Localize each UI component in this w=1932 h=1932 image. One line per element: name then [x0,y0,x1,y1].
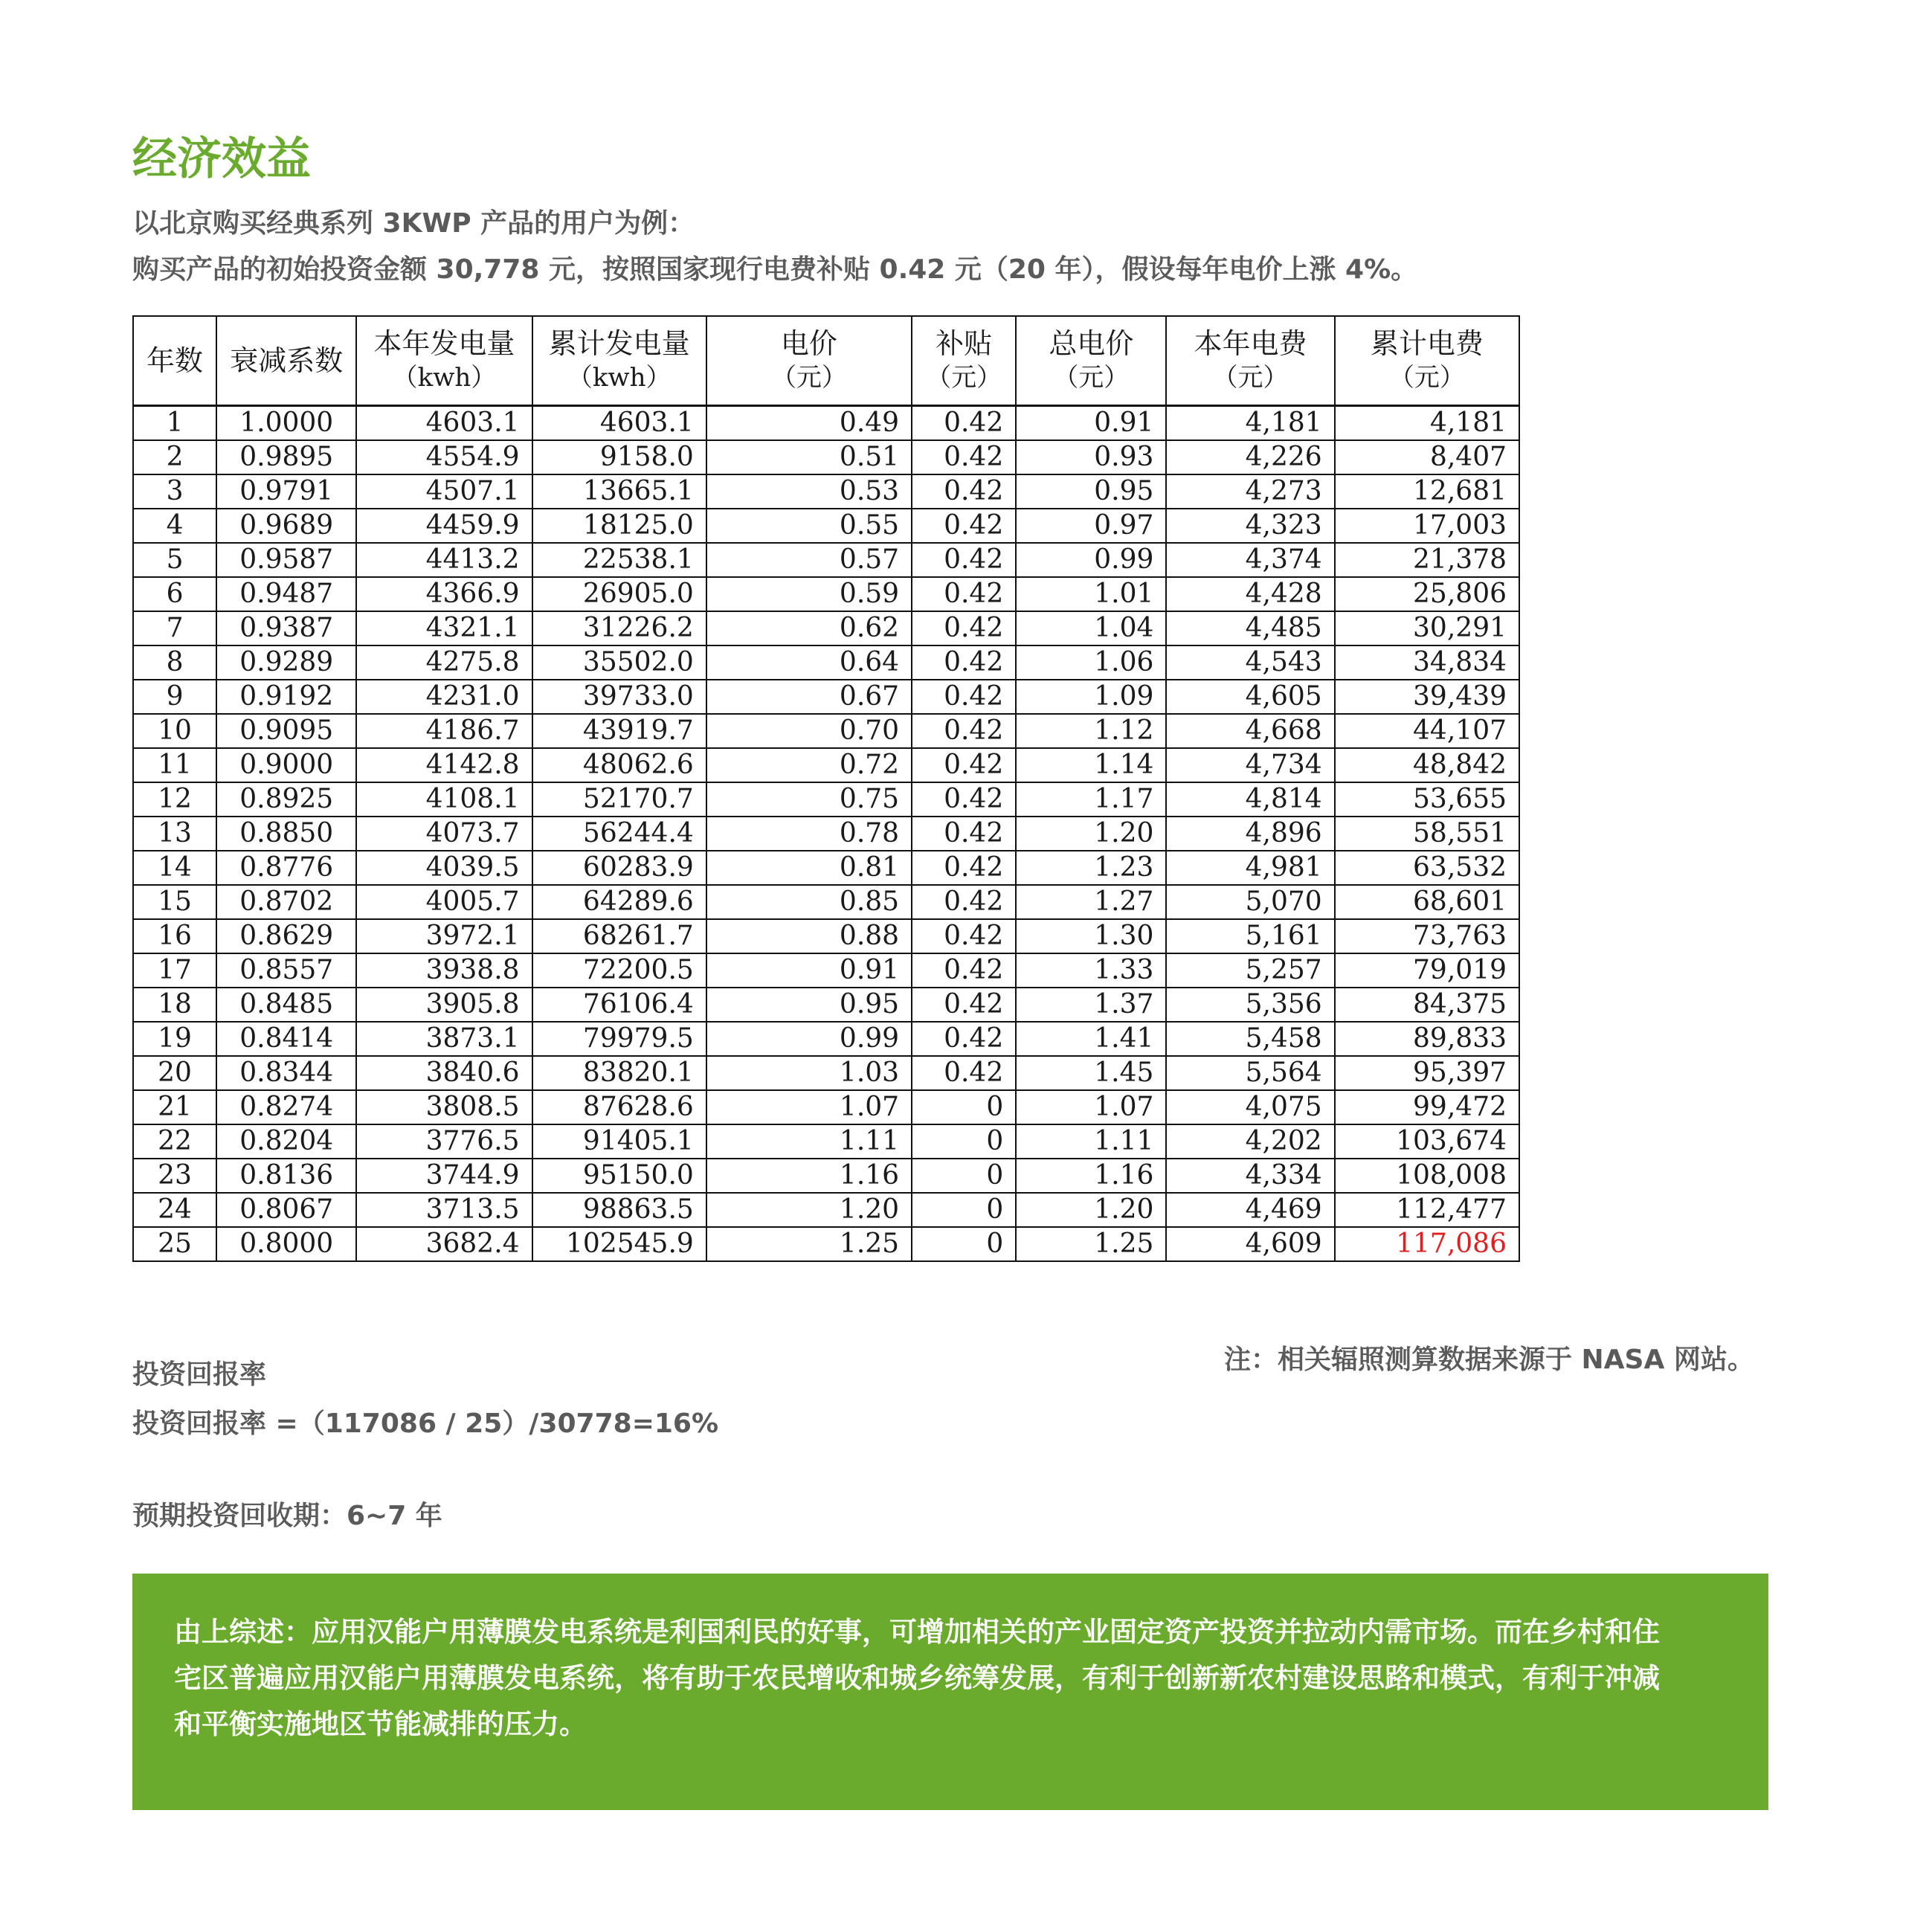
table-cell: 9 [133,680,216,714]
table-cell: 68261.7 [532,919,706,953]
table-cell: 4,734 [1166,748,1334,782]
table-cell: 0.99 [1016,543,1166,577]
table-cell: 7 [133,611,216,645]
table-cell: 4,543 [1166,645,1334,680]
table-cell: 21,378 [1335,543,1519,577]
table-row [133,1056,1519,1090]
table-cell: 52170.7 [532,782,706,817]
table-cell: 0.42 [912,474,1016,509]
table-cell: 0.59 [706,577,912,611]
table-cell: 0.42 [912,748,1016,782]
table-cell: 0.53 [706,474,912,509]
table-cell: 44,107 [1335,714,1519,748]
table-cell: 13665.1 [532,474,706,509]
table-cell: 0.81 [706,851,912,885]
column-header [356,316,532,406]
column-header [532,316,706,406]
table-cell: 1.20 [1016,817,1166,851]
table-cell: 4413.2 [356,543,532,577]
table-cell: 1.20 [1016,1193,1166,1227]
table-cell: 1.27 [1016,885,1166,919]
table-cell: 83820.1 [532,1056,706,1090]
table-cell: 0 [912,1159,1016,1193]
table-cell: 1.09 [1016,680,1166,714]
table-cell: 0.9000 [216,748,356,782]
table-cell: 5,257 [1166,953,1334,988]
table-cell: 0.42 [912,1056,1016,1090]
intro-line-1: 以北京购买经典系列 3KWP 产品的用户为例： [132,208,695,239]
table-cell: 76106.4 [532,988,706,1022]
table-cell: 0.88 [706,919,912,953]
table-row [133,885,1519,919]
table-cell: 4275.8 [356,645,532,680]
table-cell: 1.16 [706,1159,912,1193]
table-cell: 0.42 [912,440,1016,474]
table-cell: 4,202 [1166,1124,1334,1159]
table-cell: 1.07 [706,1090,912,1124]
table-row [133,543,1519,577]
table-cell: 5,564 [1166,1056,1334,1090]
column-header-unit: （元） [1388,363,1465,393]
table-cell: 4,323 [1166,509,1334,543]
table-header-row [133,316,1519,406]
table-cell: 0.99 [706,1022,912,1056]
table-row [133,406,1519,441]
table-cell: 0.9192 [216,680,356,714]
column-header-label: 本年发电量 [373,327,515,360]
table-cell: 17,003 [1335,509,1519,543]
column-header [1016,316,1166,406]
table-cell: 4,226 [1166,440,1334,474]
table-cell: 84,375 [1335,988,1519,1022]
table-row [133,1159,1519,1193]
table-cell: 103,674 [1335,1124,1519,1159]
table-cell: 4039.5 [356,851,532,885]
table-cell: 0.8344 [216,1056,356,1090]
table-cell: 4 [133,509,216,543]
summary-line-2: 宅区普遍应用汉能户用薄膜发电系统，将有助于农民增收和城乡统筹发展，有利于创新新农村建设思路和模式，有利于冲减 [174,1662,1660,1694]
table-cell: 30,291 [1335,611,1519,645]
table-row [133,1124,1519,1159]
table-cell: 4186.7 [356,714,532,748]
column-header [706,316,912,406]
table-cell: 48062.6 [532,748,706,782]
table-cell: 1.17 [1016,782,1166,817]
table-cell: 39,439 [1335,680,1519,714]
table-cell: 3776.5 [356,1124,532,1159]
table-cell: 0 [912,1227,1016,1261]
table-cell: 0.42 [912,645,1016,680]
table-cell: 0.8629 [216,919,356,953]
column-header [912,316,1016,406]
table-cell: 0.9689 [216,509,356,543]
table-cell: 4603.1 [356,406,532,441]
table-cell: 0.72 [706,748,912,782]
table-row [133,474,1519,509]
table-cell: 0.75 [706,782,912,817]
table-cell: 8 [133,645,216,680]
table-cell: 21 [133,1090,216,1124]
table-cell: 4108.1 [356,782,532,817]
table-cell: 14 [133,851,216,885]
table-cell: 31226.2 [532,611,706,645]
table-cell: 63,532 [1335,851,1519,885]
table-cell: 0.62 [706,611,912,645]
table-cell: 1.12 [1016,714,1166,748]
table-cell: 4,469 [1166,1193,1334,1227]
table-cell: 0.9095 [216,714,356,748]
table-cell: 64289.6 [532,885,706,919]
table-row [133,1022,1519,1056]
table-row [133,817,1519,851]
table-cell: 72200.5 [532,953,706,988]
table-cell: 1.11 [1016,1124,1166,1159]
table-cell: 17 [133,953,216,988]
table-cell: 0.91 [1016,406,1166,441]
table-cell: 25,806 [1335,577,1519,611]
table-cell: 1.37 [1016,988,1166,1022]
table-cell: 5 [133,543,216,577]
table-cell: 0.95 [1016,474,1166,509]
table-cell: 0.8000 [216,1227,356,1261]
column-header-unit: （元） [770,363,847,393]
table-cell: 4603.1 [532,406,706,441]
table-cell: 112,477 [1335,1193,1519,1227]
table-cell: 4,334 [1166,1159,1334,1193]
table-row [133,680,1519,714]
table-cell: 73,763 [1335,919,1519,953]
table-cell: 0.95 [706,988,912,1022]
table-row [133,953,1519,988]
table-cell: 3682.4 [356,1227,532,1261]
table-cell: 1.07 [1016,1090,1166,1124]
table-cell: 0.42 [912,851,1016,885]
table-cell: 0.8702 [216,885,356,919]
table-cell: 10 [133,714,216,748]
table-cell: 1.20 [706,1193,912,1227]
column-header-label: 本年电费 [1194,327,1307,360]
table-cell: 0 [912,1124,1016,1159]
table-cell: 0.8414 [216,1022,356,1056]
table-cell: 1.30 [1016,919,1166,953]
table-cell: 4,609 [1166,1227,1334,1261]
table-cell: 98863.5 [532,1193,706,1227]
table-cell: 4,428 [1166,577,1334,611]
table-cell: 0.8776 [216,851,356,885]
table-cell: 0.8136 [216,1159,356,1193]
table-cell: 0.42 [912,714,1016,748]
table-cell: 1.16 [1016,1159,1166,1193]
table-row [133,748,1519,782]
column-header-unit: （元） [926,363,1002,393]
table-cell: 4142.8 [356,748,532,782]
table-cell: 4,181 [1166,406,1334,441]
table-cell: 1.11 [706,1124,912,1159]
table-cell: 0.42 [912,611,1016,645]
table-cell: 1.0000 [216,406,356,441]
table-cell: 0.42 [912,817,1016,851]
table-cell: 56244.4 [532,817,706,851]
table-cell: 0.55 [706,509,912,543]
table-cell: 5,161 [1166,919,1334,953]
table-cell: 0.42 [912,577,1016,611]
table-cell: 0.42 [912,406,1016,441]
table-cell: 108,008 [1335,1159,1519,1193]
table-cell: 35502.0 [532,645,706,680]
table-cell: 1.33 [1016,953,1166,988]
table-row [133,714,1519,748]
table-cell: 1.01 [1016,577,1166,611]
table-cell: 99,472 [1335,1090,1519,1124]
summary-line-1: 由上综述：应用汉能户用薄膜发电系统是利国利民的好事，可增加相关的产业固定资产投资并拉动内需市场。而在乡村和住 [174,1616,1660,1648]
column-header [1335,316,1519,406]
table-cell: 19 [133,1022,216,1056]
table-cell: 4231.0 [356,680,532,714]
table-cell: 4005.7 [356,885,532,919]
table-cell: 12 [133,782,216,817]
table-cell: 3873.1 [356,1022,532,1056]
table-cell: 53,655 [1335,782,1519,817]
table-cell: 0.85 [706,885,912,919]
table-cell: 0.8485 [216,988,356,1022]
table-cell: 0.9895 [216,440,356,474]
column-header-unit: （kwh） [567,363,672,393]
table-cell: 3938.8 [356,953,532,988]
table-cell: 4459.9 [356,509,532,543]
table-cell: 0.8557 [216,953,356,988]
summary-box [132,1574,1768,1810]
table-cell: 117,086 [1335,1227,1519,1261]
table-cell: 0.42 [912,509,1016,543]
table-row [133,509,1519,543]
table-cell: 0.42 [912,1022,1016,1056]
table-row [133,919,1519,953]
table-cell: 0.97 [1016,509,1166,543]
table-row [133,988,1519,1022]
table-cell: 0.42 [912,680,1016,714]
table-row [133,1227,1519,1261]
table-cell: 0.70 [706,714,912,748]
table-cell: 4,668 [1166,714,1334,748]
table-cell: 4,981 [1166,851,1334,885]
column-header-label: 衰减系数 [230,344,344,377]
table-cell: 0.42 [912,782,1016,817]
column-header-unit: （kwh） [392,363,497,393]
column-header-label: 电价 [780,327,837,360]
table-cell: 20 [133,1056,216,1090]
intro-line-2: 购买产品的初始投资金额 30,778 元，按照国家现行电费补贴 0.42 元（20 年），假设每年电价上涨 4%。 [132,254,1418,285]
table-cell: 22538.1 [532,543,706,577]
table-cell: 1.23 [1016,851,1166,885]
table-cell: 87628.6 [532,1090,706,1124]
table-cell: 4,814 [1166,782,1334,817]
economic-benefit-table [132,315,1520,1262]
column-header-unit: （元） [1053,363,1130,393]
table-cell: 39733.0 [532,680,706,714]
table-cell: 0.9387 [216,611,356,645]
table-cell: 4,485 [1166,611,1334,645]
table-cell: 1.25 [706,1227,912,1261]
table-cell: 0.9289 [216,645,356,680]
table-cell: 58,551 [1335,817,1519,851]
table-cell: 18 [133,988,216,1022]
table-cell: 1.45 [1016,1056,1166,1090]
table-cell: 3744.9 [356,1159,532,1193]
table-cell: 0.9791 [216,474,356,509]
table-row [133,645,1519,680]
table-cell: 1 [133,406,216,441]
table-cell: 95150.0 [532,1159,706,1193]
table-cell: 4,181 [1335,406,1519,441]
table-cell: 95,397 [1335,1056,1519,1090]
table-row [133,440,1519,474]
table-row [133,1193,1519,1227]
payback-period: 预期投资回收期：6~7 年 [132,1501,442,1531]
table-cell: 3 [133,474,216,509]
table-cell: 0.49 [706,406,912,441]
table-cell: 18125.0 [532,509,706,543]
table-cell: 0.42 [912,919,1016,953]
table-cell: 34,834 [1335,645,1519,680]
table-cell: 4,605 [1166,680,1334,714]
table-cell: 8,407 [1335,440,1519,474]
column-header-label: 累计发电量 [548,327,690,360]
table-cell: 91405.1 [532,1124,706,1159]
table-cell: 25 [133,1227,216,1261]
table-cell: 1.03 [706,1056,912,1090]
table-cell: 48,842 [1335,748,1519,782]
table-cell: 1.14 [1016,748,1166,782]
table-cell: 0.8067 [216,1193,356,1227]
roi-heading: 投资回报率 [132,1359,267,1390]
table-cell: 26905.0 [532,577,706,611]
table-cell: 22 [133,1124,216,1159]
column-header-label: 年数 [146,344,204,377]
table-row [133,611,1519,645]
table-cell: 4507.1 [356,474,532,509]
table-row [133,1090,1519,1124]
table-cell: 11 [133,748,216,782]
table-cell: 0.42 [912,543,1016,577]
table-cell: 4,075 [1166,1090,1334,1124]
column-header-unit: （元） [1212,363,1289,393]
table-cell: 102545.9 [532,1227,706,1261]
table-cell: 1.06 [1016,645,1166,680]
table-cell: 2 [133,440,216,474]
table-cell: 0.8850 [216,817,356,851]
table-cell: 0.42 [912,988,1016,1022]
table-cell: 3713.5 [356,1193,532,1227]
table-cell: 0.57 [706,543,912,577]
data-source-note: 注：相关辐照测算数据来源于 NASA 网站。 [1224,1345,1754,1375]
table-cell: 1.41 [1016,1022,1166,1056]
table-cell: 13 [133,817,216,851]
roi-formula: 投资回报率 =（117086 / 25）/30778=16% [132,1408,719,1439]
table-cell: 16 [133,919,216,953]
column-header [1166,316,1334,406]
table-cell: 23 [133,1159,216,1193]
table-cell: 0.9587 [216,543,356,577]
table-cell: 12,681 [1335,474,1519,509]
table-row [133,851,1519,885]
table-cell: 43919.7 [532,714,706,748]
table-cell: 5,356 [1166,988,1334,1022]
table-cell: 0 [912,1193,1016,1227]
table-cell: 3808.5 [356,1090,532,1124]
page-title: 经济效益 [132,133,311,185]
table-row [133,782,1519,817]
table-cell: 24 [133,1193,216,1227]
column-header-label: 累计电费 [1370,327,1484,360]
table-cell: 0.42 [912,953,1016,988]
table-cell: 6 [133,577,216,611]
column-header-label: 补贴 [936,327,993,360]
table-cell: 5,458 [1166,1022,1334,1056]
table-cell: 0.8274 [216,1090,356,1124]
table-cell: 4,896 [1166,817,1334,851]
column-header [216,316,356,406]
summary-line-3: 和平衡实施地区节能减排的压力。 [174,1708,587,1740]
table-cell: 0.64 [706,645,912,680]
table-cell: 0.8925 [216,782,356,817]
table-cell: 4366.9 [356,577,532,611]
table-cell: 60283.9 [532,851,706,885]
table-cell: 0.9487 [216,577,356,611]
table-cell: 89,833 [1335,1022,1519,1056]
table-cell: 4,374 [1166,543,1334,577]
table-cell: 3840.6 [356,1056,532,1090]
table-cell: 3972.1 [356,919,532,953]
table-cell: 5,070 [1166,885,1334,919]
table-cell: 15 [133,885,216,919]
table-cell: 68,601 [1335,885,1519,919]
table-cell: 0.78 [706,817,912,851]
table-cell: 0.93 [1016,440,1166,474]
table-cell: 4,273 [1166,474,1334,509]
table-cell: 79,019 [1335,953,1519,988]
table-cell: 79979.5 [532,1022,706,1056]
table-cell: 0.42 [912,885,1016,919]
table-cell: 4073.7 [356,817,532,851]
table-row [133,577,1519,611]
table-cell: 3905.8 [356,988,532,1022]
table-cell: 0.67 [706,680,912,714]
table-cell: 4321.1 [356,611,532,645]
table-cell: 1.04 [1016,611,1166,645]
table-cell: 1.25 [1016,1227,1166,1261]
table-cell: 0.8204 [216,1124,356,1159]
column-header-label: 总电价 [1049,327,1134,360]
column-header [133,316,216,406]
table-cell: 0.51 [706,440,912,474]
table-cell: 0 [912,1090,1016,1124]
table-cell: 9158.0 [532,440,706,474]
table-cell: 4554.9 [356,440,532,474]
table-cell: 0.91 [706,953,912,988]
